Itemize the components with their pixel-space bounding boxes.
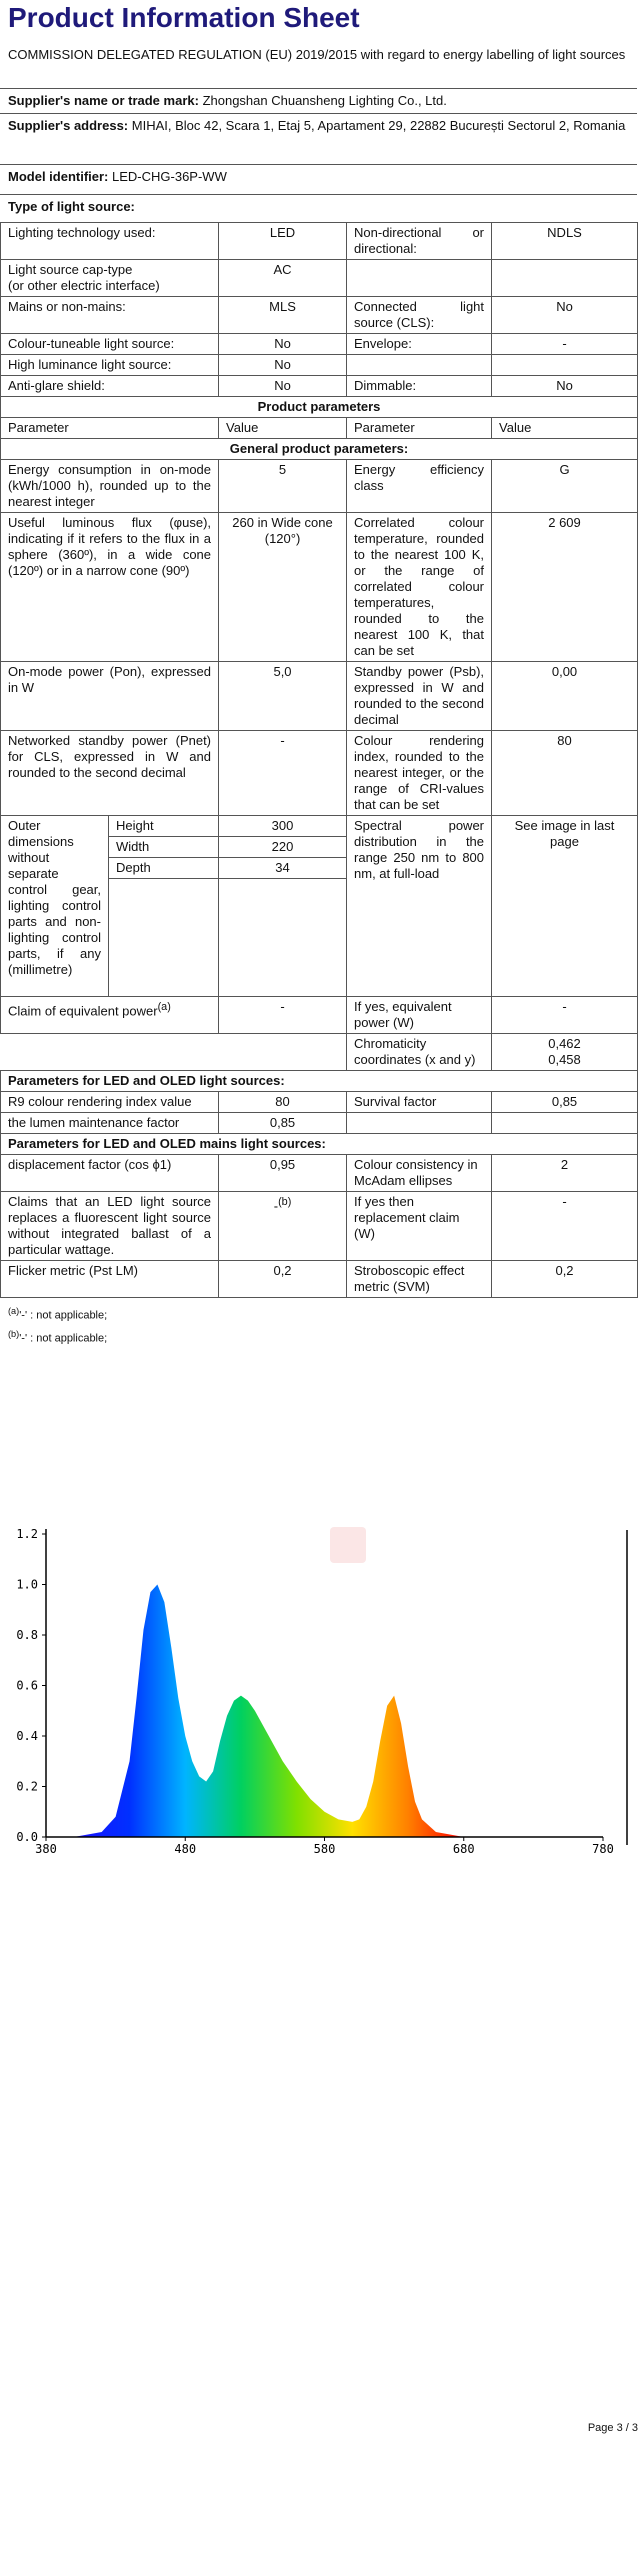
equiv-label [1, 997, 219, 1034]
type-row-label-2 [347, 355, 492, 376]
dim-width-label: Width [109, 837, 219, 858]
product-params [1, 397, 638, 460]
supplier-name: Zhongshan Chuansheng Lighting Co., Ltd. [202, 93, 447, 108]
supplier-address-label: Supplier's address: [8, 118, 129, 133]
spd-label: Spectral power distribution in the range 250 nm to 800 nm, at full-load [347, 816, 492, 997]
type-row-label: Colour-tuneable light source: [1, 334, 219, 355]
model-label: Model identifier: [8, 169, 109, 184]
type-row-label: Mains or non-mains: [1, 297, 219, 334]
footnote-b [8, 1325, 107, 1348]
type-row-value: AC [219, 260, 347, 297]
y-tick-label: 0.0 [16, 1830, 38, 1844]
chromaticity-x: 0,462 [548, 1036, 581, 1051]
svm-value: 0,2 [492, 1261, 638, 1298]
lumen-label: the lumen maintenance factor [1, 1113, 219, 1134]
light-source-type-label: Type of light source: [8, 199, 135, 214]
param-label-2: Correlated colour temperature, rounded to the nearest 100 K, or the range of correlated colour temperatures, rounded to the nearest 100 K, that can be set [347, 513, 492, 662]
x-tick-label: 780 [592, 1842, 614, 1856]
led-section-title: Parameters for LED and OLED light sources: [1, 1071, 638, 1092]
col-param-2: Parameter [347, 418, 492, 439]
product-params-title: Product parameters [1, 397, 638, 418]
survival-value: 0,85 [492, 1092, 638, 1113]
replacement-label: If yes then replacement claim (W) [347, 1192, 492, 1261]
type-row-value-2: No [492, 297, 638, 334]
equiv-power-value: - [492, 997, 638, 1034]
param-value: - [219, 731, 347, 816]
param-label-2: Energy efficiency class [347, 460, 492, 513]
type-row-value-2: NDLS [492, 223, 638, 260]
general-title: General product parameters: [1, 439, 638, 460]
type-row-label-2: Connected light source (CLS): [347, 297, 492, 334]
chromaticity-value [492, 1034, 638, 1071]
equiv-block [1, 997, 638, 1071]
survival-label: Survival factor [347, 1092, 492, 1113]
x-tick-label: 580 [313, 1842, 336, 1856]
type-row [1, 355, 638, 376]
dimensions-block [1, 816, 638, 997]
general-row [1, 731, 638, 816]
dimensions-label: Outer dimensions without separate control gear, lighting control parts and non-lighting control parts, if any (millimetre) [1, 816, 109, 997]
spec-table [0, 222, 638, 1298]
general-rows [1, 460, 638, 816]
displacement-label: displacement factor (cos ϕ1) [1, 1155, 219, 1192]
type-row-value: MLS [219, 297, 347, 334]
type-row-value-2: - [492, 334, 638, 355]
supplier-name-row [0, 88, 637, 112]
consistency-value: 2 [492, 1155, 638, 1192]
col-value-2: Value [492, 418, 638, 439]
dim-depth-value: 34 [219, 858, 347, 879]
type-row-label: Light source cap-type (or other electric interface) [1, 260, 219, 297]
x-tick-label: 680 [452, 1842, 475, 1856]
footnote-a [8, 1302, 107, 1325]
type-row-value: LED [219, 223, 347, 260]
claim-label: Claims that an LED light source replaces a fluorescent light source without integrated ballast of a particular wattage. [1, 1192, 219, 1261]
dim-depth-label: Depth [109, 858, 219, 879]
type-row-label-2: Envelope: [347, 334, 492, 355]
type-row-value: No [219, 376, 347, 397]
supplier-address-row [0, 113, 637, 137]
svm-label: Stroboscopic effect metric (SVM) [347, 1261, 492, 1298]
type-row-label: High luminance light source: [1, 355, 219, 376]
param-label: Energy consumption in on-mode (kWh/1000 h), rounded up to the nearest integer [1, 460, 219, 513]
claim-value [219, 1192, 347, 1261]
equiv-value: - [219, 997, 347, 1034]
param-value: 5 [219, 460, 347, 513]
note-a-ref: (a) [157, 1001, 171, 1013]
regulation-text: COMMISSION DELEGATED REGULATION (EU) 2019/2015 with regard to energy labelling of light sources [8, 47, 626, 62]
type-row-label: Lighting technology used: [1, 223, 219, 260]
y-tick-label: 1.0 [16, 1577, 38, 1592]
param-label-2: Colour rendering index, rounded to the nearest integer, or the range of CRI-values that can be set [347, 731, 492, 816]
general-row [1, 460, 638, 513]
note-b-ref: (b) [278, 1196, 292, 1208]
dim-width-value: 220 [219, 837, 347, 858]
y-tick-label: 0.6 [16, 1678, 38, 1693]
param-label-2: Standby power (Psb), expressed in W and rounded to the second decimal [347, 662, 492, 731]
type-row-value-2 [492, 355, 638, 376]
param-value-2: G [492, 460, 638, 513]
y-tick-label: 0.4 [16, 1729, 38, 1743]
light-source-type-row [0, 194, 637, 218]
y-tick-label: 1.2 [16, 1527, 38, 1541]
type-row [1, 260, 638, 297]
empty-cell [347, 1113, 492, 1134]
footnotes [8, 1302, 107, 1347]
param-label: Networked standby power (Pnet) for CLS, expressed in W and rounded to the second decimal [1, 731, 219, 816]
param-value-2: 2 609 [492, 513, 638, 662]
y-tick-label: 0.8 [16, 1628, 38, 1642]
type-row [1, 334, 638, 355]
param-value-2: 0,00 [492, 662, 638, 731]
general-row [1, 513, 638, 662]
empty-cell [1, 1034, 347, 1071]
supplier-address: MIHAI, Bloc 42, Scara 1, Etaj 5, Apartament 29, 22882 București Sectorul 2, Romania [131, 118, 626, 133]
spectrum-area [46, 1585, 603, 1838]
model-row [0, 164, 637, 188]
type-row [1, 297, 638, 334]
dim-spacer [109, 879, 219, 997]
model-identifier: LED-CHG-36P-WW [112, 169, 227, 184]
supplier-name-label: Supplier's name or trade mark: [8, 93, 199, 108]
footnote-a-text: '-' : not applicable; [19, 1309, 108, 1322]
type-row-label-2: Non-directional or directional: [347, 223, 492, 260]
dim-height-value: 300 [219, 816, 347, 837]
type-row-value: No [219, 355, 347, 376]
param-label: Useful luminous flux (φuse), indicating if it refers to the flux in a sphere (360º), in a wide cone (120º) or in a narrow cone (90º) [1, 513, 219, 662]
param-value: 260 in Wide cone (120°) [219, 513, 347, 662]
r9-value: 80 [219, 1092, 347, 1113]
equiv-label-text: Claim of equivalent power [8, 1003, 158, 1019]
type-row [1, 223, 638, 260]
displacement-value: 0,95 [219, 1155, 347, 1192]
type-row-value-2 [492, 260, 638, 297]
page-title: Product Information Sheet [8, 2, 360, 33]
footnote-a-mark: (a) [8, 1306, 20, 1316]
flicker-value: 0,2 [219, 1261, 347, 1298]
type-row-label-2 [347, 260, 492, 297]
col-param-1: Parameter [1, 418, 219, 439]
equiv-power-label: If yes, equivalent power (W) [347, 997, 492, 1034]
general-row [1, 662, 638, 731]
flicker-label: Flicker metric (Pst LM) [1, 1261, 219, 1298]
dim-spacer [219, 879, 347, 997]
footnote-b-mark: (b) [8, 1328, 20, 1339]
type-row-label-2: Dimmable: [347, 376, 492, 397]
mains-section-title: Parameters for LED and OLED mains light sources: [1, 1134, 638, 1155]
x-tick-label: 480 [174, 1842, 197, 1856]
param-label: On-mode power (Pon), expressed in W [1, 662, 219, 731]
type-row-value: No [219, 334, 347, 355]
dim-height-label: Height [109, 816, 219, 837]
type-row-value-2: No [492, 376, 638, 397]
r9-label: R9 colour rendering index value [1, 1092, 219, 1113]
x-tick-label: 380 [35, 1842, 57, 1856]
param-value-2: 80 [492, 731, 638, 816]
chromaticity-y: 0,458 [548, 1052, 581, 1067]
y-tick-label: 0.2 [16, 1779, 38, 1794]
type-row [1, 376, 638, 397]
param-value: 5,0 [219, 662, 347, 731]
spectral-distribution-chart [0, 1500, 640, 1880]
chromaticity-label: Chromaticity coordinates (x and y) [347, 1034, 492, 1071]
empty-cell [492, 1113, 638, 1134]
page-number: Page 3 / 3 [587, 2422, 638, 2434]
claim-value-text: - [273, 1198, 279, 1214]
replacement-value: - [492, 1192, 638, 1261]
lumen-value: 0,85 [219, 1113, 347, 1134]
footnote-b-text: '-' : not applicable; [19, 1332, 108, 1345]
mains-section [1, 1134, 638, 1298]
spd-value: See image in last page [492, 816, 638, 997]
led-section [1, 1071, 638, 1134]
col-value-1: Value [219, 418, 347, 439]
type-rows [1, 223, 638, 397]
type-row-label: Anti-glare shield: [1, 376, 219, 397]
consistency-label: Colour consistency in McAdam ellipses [347, 1155, 492, 1192]
